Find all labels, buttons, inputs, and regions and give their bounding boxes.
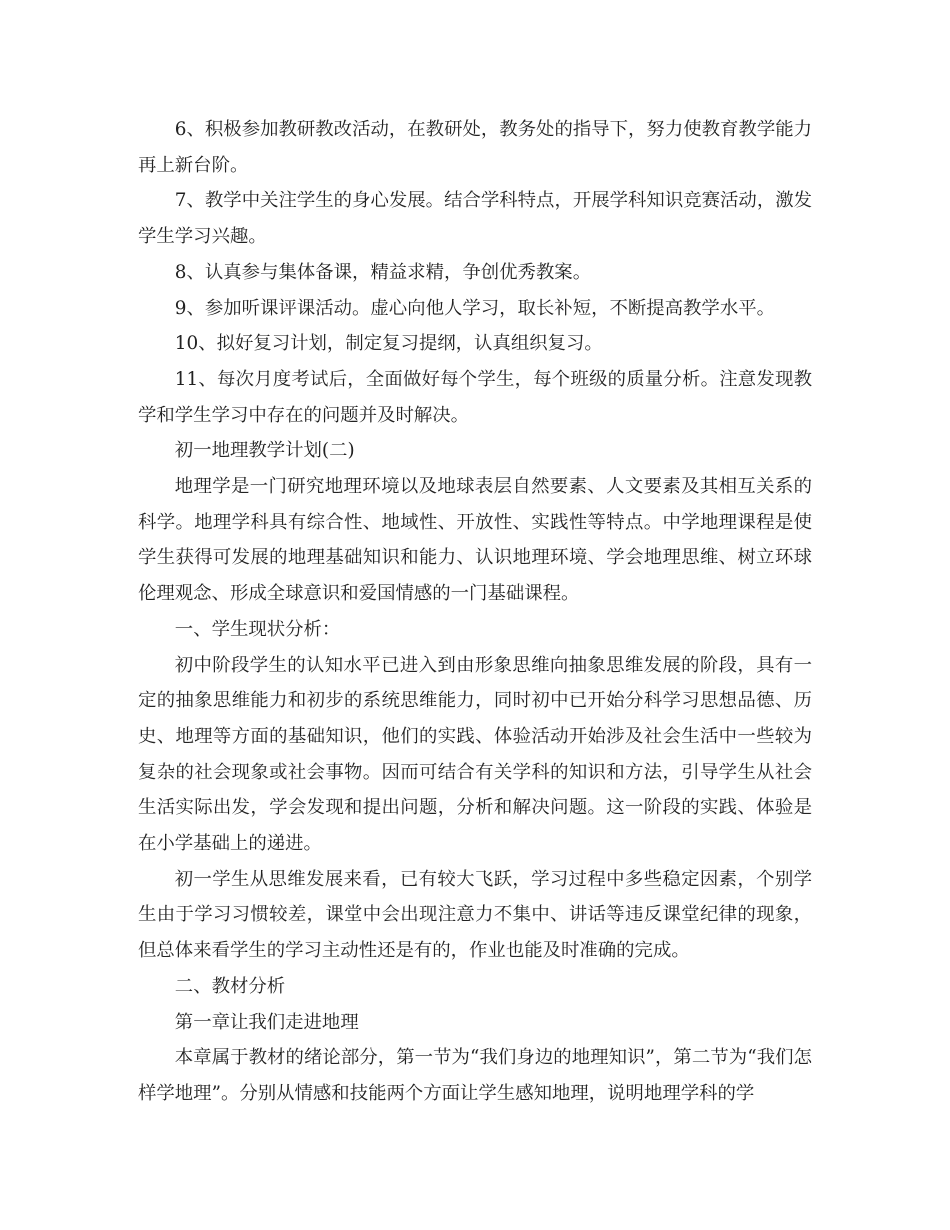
chapter-heading: 第一章让我们走进地理 — [174, 1011, 359, 1033]
section-title: 初一地理教学计划(二) — [174, 440, 355, 462]
paragraph-item-10: 10、拟好复习计划，制定复习提纲，认真组织复习。 — [174, 333, 603, 355]
student-analysis-paragraph-1: 初中阶段学生的认知水平已进入到由形象思维向抽象思维发展的阶段，具有一定的抽象思维能力和初步的系统思维能力，同时初中已开始分科学习思想品德、历史、地理等方面的基础知识，他们的实践、体验活动开始涉及社会生活中一些较为复杂的社会现象或社会事物。因而可结合有关学科的知识和方法，引导学生从社会生活实际出发，学会发现和提出问题，分析和解决问题。这一阶段的实践、体验是在小学基础上的递进。 — [138, 654, 812, 855]
paragraph-item-7: 7、教学中关注学生的身心发展。结合学科特点，开展学科知识竞赛活动，激发学生学习兴趣。 — [138, 190, 812, 248]
intro-paragraph: 地理学是一门研究地理环境以及地球表层自然要素、人文要素及其相互关系的科学。地理学科具有综合性、地域性、开放性、实践性等特点。中学地理课程是使学生获得可发展的地理基础知识和能力、认识地理环境、学会地理思维、树立环球伦理观念、形成全球意识和爱国情感的一门基础课程。 — [138, 476, 812, 605]
student-analysis-paragraph-2: 初一学生从思维发展来看，已有较大飞跃，学习过程中多些稳定因素，个别学生由于学习习惯较差，课堂中会出现注意力不集中、讲话等违反课堂纪律的现象，但总体来看学生的学习主动性还是有的，作业也能及时准确的完成。 — [138, 868, 812, 962]
paragraph-item-9: 9、参加听课评课活动。虚心向他人学习，取长补短，不断提高教学水平。 — [174, 297, 775, 319]
paragraph-item-8: 8、认真参与集体备课，精益求精，争创优秀教案。 — [174, 261, 592, 283]
chapter-summary-paragraph: 本章属于教材的绪论部分，第一节为“我们身边的地理知识”，第二节为“我们怎样学地理”。分别从情感和技能两个方面让学生感知地理，说明地理学科的学 — [138, 1047, 812, 1104]
paragraph-item-6: 6、积极参加教研教改活动，在教研处，教务处的指导下，努力使教育教学能力再上新台阶。 — [138, 119, 812, 176]
paragraph-item-11: 11、每次月度考试后，全面做好每个学生，每个班级的质量分析。注意发现教学和学生学习中存在的问题并及时解决。 — [138, 368, 812, 426]
document-body — [138, 112, 812, 1112]
section-heading-student-analysis: 一、学生现状分析： — [174, 618, 341, 640]
section-heading-textbook-analysis: 二、教材分析 — [174, 975, 286, 997]
